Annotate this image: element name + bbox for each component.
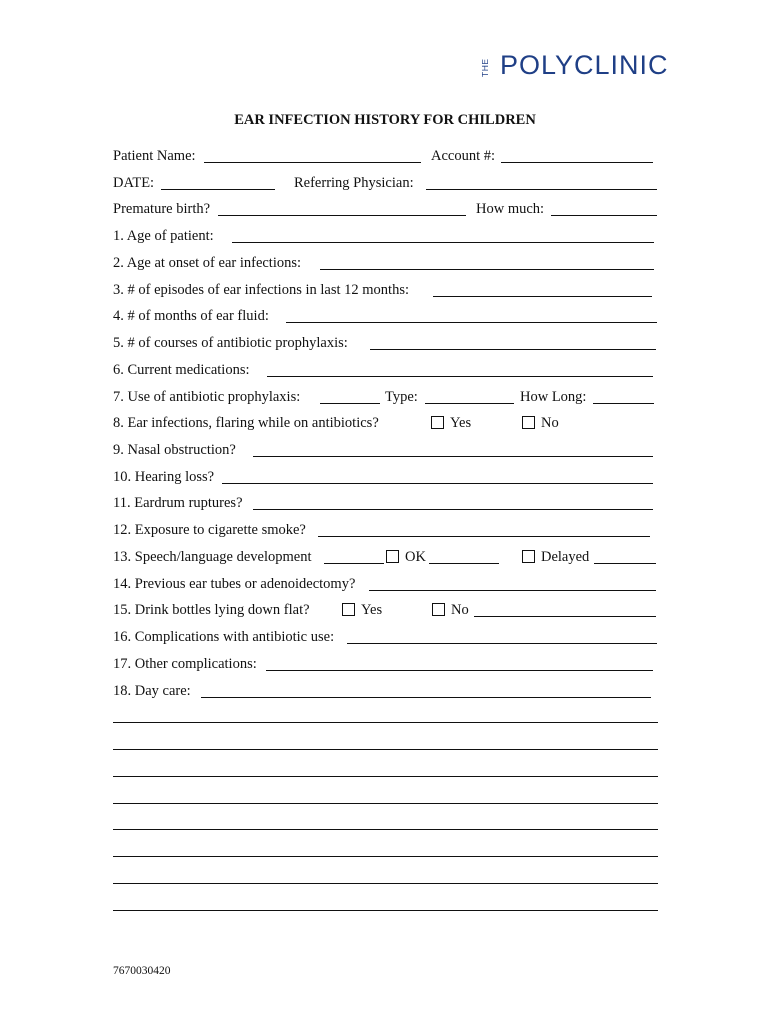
question-7-how-long-field[interactable] — [593, 403, 654, 404]
patient-name-field[interactable] — [204, 162, 421, 163]
question-13-ok-checkbox[interactable] — [386, 550, 399, 563]
question-9 — [113, 441, 658, 459]
question-6-field[interactable] — [267, 376, 653, 377]
question-4 — [113, 307, 658, 325]
question-12 — [113, 521, 658, 539]
question-8-no-label: No — [541, 415, 559, 431]
question-7-label: 7. Use of antibiotic prophylaxis: — [113, 389, 301, 405]
question-4-field[interactable] — [286, 322, 657, 323]
referring-label: Referring Physician: — [294, 175, 414, 191]
date-field[interactable] — [161, 189, 275, 190]
date-label: DATE: — [113, 175, 155, 191]
question-10-label: 10. Hearing loss? — [113, 469, 215, 485]
question-16-field[interactable] — [347, 643, 657, 644]
note-line[interactable] — [113, 829, 658, 830]
how-much-field[interactable] — [551, 215, 657, 216]
question-17-field[interactable] — [266, 670, 653, 671]
question-1-label: 1. Age of patient: — [113, 228, 214, 244]
question-12-label: 12. Exposure to cigarette smoke? — [113, 522, 306, 538]
question-7-type-label: Type: — [385, 389, 418, 405]
question-6 — [113, 361, 658, 379]
question-2-label: 2. Age at onset of ear infections: — [113, 255, 302, 271]
question-14-field[interactable] — [369, 590, 656, 591]
question-8-yes-label: Yes — [450, 415, 472, 431]
question-17 — [113, 655, 658, 673]
question-8-yes-checkbox[interactable] — [431, 416, 444, 429]
account-field[interactable] — [501, 162, 653, 163]
question-6-label: 6. Current medications: — [113, 362, 250, 378]
question-11-label: 11. Eardrum ruptures? — [113, 495, 243, 511]
question-10-field[interactable] — [222, 483, 653, 484]
date-referring-row — [113, 174, 658, 192]
question-13-ok-field[interactable] — [429, 563, 499, 564]
question-2-field[interactable] — [320, 269, 654, 270]
question-12-field[interactable] — [318, 536, 650, 537]
question-16-label: 16. Complications with antibiotic use: — [113, 629, 335, 645]
note-line[interactable] — [113, 776, 658, 777]
question-14-label: 14. Previous ear tubes or adenoidectomy? — [113, 576, 356, 592]
question-1 — [113, 227, 658, 245]
logo-name: POLYCLINIC — [500, 50, 669, 80]
question-15 — [113, 601, 658, 619]
note-line[interactable] — [113, 856, 658, 857]
question-9-field[interactable] — [253, 456, 653, 457]
form-number: 7670030420 — [113, 965, 171, 977]
referring-field[interactable] — [426, 189, 657, 190]
question-1-field[interactable] — [232, 242, 654, 243]
question-11-field[interactable] — [253, 509, 653, 510]
question-16 — [113, 628, 658, 646]
question-7 — [113, 388, 658, 406]
question-15-label: 15. Drink bottles lying down flat? — [113, 602, 310, 618]
premature-label: Premature birth? — [113, 201, 211, 217]
form-title: EAR INFECTION HISTORY FOR CHILDREN — [234, 112, 536, 128]
question-18 — [113, 682, 658, 700]
account-label: Account #: — [431, 148, 496, 164]
question-3-label: 3. # of episodes of ear infections in last 12 months: — [113, 282, 409, 298]
question-10 — [113, 468, 658, 486]
question-13-field[interactable] — [324, 563, 384, 564]
question-5-label: 5. # of courses of antibiotic prophylaxis: — [113, 335, 348, 351]
question-13-ok-label: OK — [405, 549, 426, 565]
question-13-delayed-label: Delayed — [541, 549, 590, 565]
patient-name-label: Patient Name: — [113, 148, 196, 164]
question-4-label: 4. # of months of ear fluid: — [113, 308, 269, 324]
question-13-label: 13. Speech/language development — [113, 549, 312, 565]
note-line[interactable] — [113, 803, 658, 804]
question-18-label: 18. Day care: — [113, 683, 191, 699]
question-9-label: 9. Nasal obstruction? — [113, 442, 236, 458]
question-15-no-label: No — [451, 602, 469, 618]
question-17-label: 17. Other complications: — [113, 656, 257, 672]
question-14 — [113, 575, 658, 593]
premature-row — [113, 200, 658, 218]
question-5-field[interactable] — [370, 349, 656, 350]
question-8-label: 8. Ear infections, flaring while on antibiotics? — [113, 415, 379, 431]
question-8-no-checkbox[interactable] — [522, 416, 535, 429]
question-13 — [113, 548, 658, 566]
question-15-field[interactable] — [474, 616, 656, 617]
note-line[interactable] — [113, 910, 658, 911]
note-line[interactable] — [113, 749, 658, 750]
patient-account-row — [113, 147, 658, 165]
question-5 — [113, 334, 658, 352]
question-3 — [113, 281, 658, 299]
question-2 — [113, 254, 658, 272]
question-3-field[interactable] — [433, 296, 652, 297]
question-7-how-long-label: How Long: — [520, 389, 587, 405]
question-7-type-field[interactable] — [425, 403, 514, 404]
question-15-yes-checkbox[interactable] — [342, 603, 355, 616]
question-15-yes-label: Yes — [361, 602, 383, 618]
premature-field[interactable] — [218, 215, 466, 216]
question-8 — [113, 414, 658, 432]
question-11 — [113, 494, 658, 512]
logo-the: THE — [480, 58, 490, 78]
note-line[interactable] — [113, 883, 658, 884]
question-18-field[interactable] — [201, 697, 651, 698]
note-line[interactable] — [113, 722, 658, 723]
question-15-no-checkbox[interactable] — [432, 603, 445, 616]
how-much-label: How much: — [476, 201, 545, 217]
question-13-delayed-field[interactable] — [594, 563, 656, 564]
question-7-use-field[interactable] — [320, 403, 380, 404]
question-13-delayed-checkbox[interactable] — [522, 550, 535, 563]
